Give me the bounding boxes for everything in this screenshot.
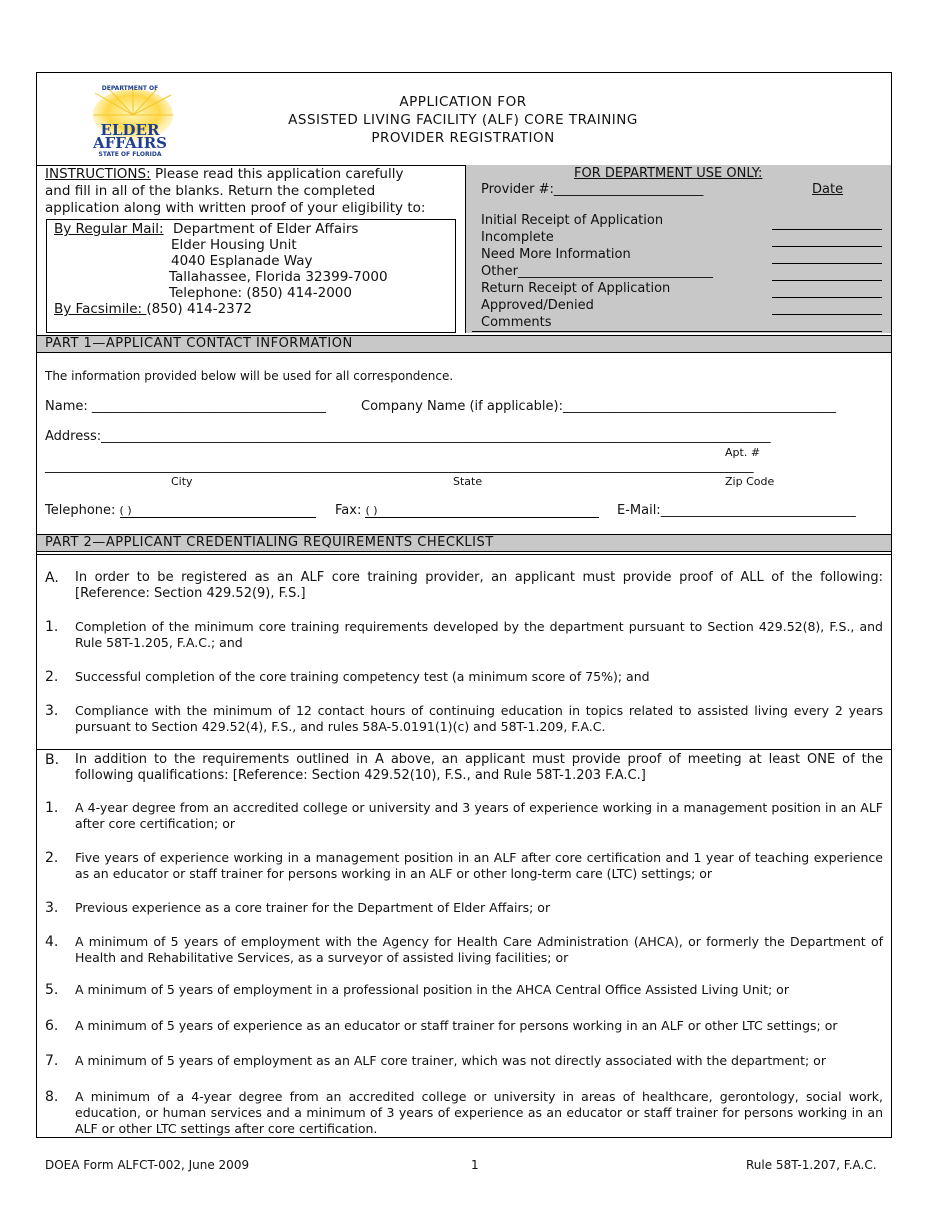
item-text: Compliance with the minimum of 12 contact hours of continuing education in topics related to assisted living every 2 years pursuant to Section 429.52(4), F.S., and rules 58A-5.0191(1)(c) and 58T-1.209, F.A.C. bbox=[75, 703, 883, 734]
department-use-panel bbox=[465, 165, 891, 333]
item-number: 4. bbox=[45, 934, 59, 950]
dept-row-incomplete: Incomplete bbox=[481, 230, 554, 245]
dept-row-return-receipt: Return Receipt of Application bbox=[481, 281, 671, 296]
item-text: A minimum of 5 years of employment with the Agency for Health Care Administration (AHCA), or formerly the Department of Health and Rehabilitative Services, as a surveyor of assisted living facilities; or bbox=[75, 934, 883, 965]
date-field-return-receipt[interactable] bbox=[772, 297, 882, 298]
part1-note: The information provided below will be used for all correspondence. bbox=[45, 369, 454, 383]
department-use-title: FOR DEPARTMENT USE ONLY: bbox=[574, 166, 763, 181]
item-text: Previous experience as a core trainer for the Department of Elder Affairs; or bbox=[75, 900, 551, 915]
address-field[interactable]: Address:_______________________________________________________________________________________________________ bbox=[45, 429, 771, 444]
title-line-1: APPLICATION FOR bbox=[399, 94, 527, 110]
form-title bbox=[197, 93, 729, 147]
dept-row-other[interactable]: Other______________________________ bbox=[481, 264, 713, 279]
mailing-address-box bbox=[46, 219, 456, 333]
city-label: City bbox=[171, 475, 193, 488]
mail-line-2: Elder Housing Unit bbox=[171, 237, 297, 253]
date-field-other[interactable] bbox=[772, 280, 882, 281]
date-field-initial-receipt[interactable] bbox=[772, 229, 882, 230]
item-number: 5. bbox=[45, 982, 59, 998]
item-number: 3. bbox=[45, 900, 59, 916]
item-number: 3. bbox=[45, 703, 59, 719]
item-number: 7. bbox=[45, 1053, 59, 1069]
logo-top-text: DEPARTMENT OF bbox=[101, 85, 159, 92]
mail-line-1: Department of Elder Affairs bbox=[173, 221, 359, 237]
item-text: A minimum of 5 years of experience as an educator or staff trainer for persons working in an ALF or other LTC settings; or bbox=[75, 1018, 838, 1033]
city-state-zip-field[interactable]: _____________________________________________________________________________________________________________ bbox=[45, 459, 754, 474]
mail-line-3: 4040 Esplanade Way bbox=[171, 253, 313, 269]
item-number: 8. bbox=[45, 1089, 59, 1105]
item-text: Five years of experience working in a management position in an ALF after core certification and 1 year of teaching experience as an educator or staff trainer for persons working in an ALF or other long-term care (LTC) settings; or bbox=[75, 850, 883, 881]
company-name-field[interactable]: Company Name (if applicable):__________________________________________ bbox=[361, 399, 836, 414]
item-number: 6. bbox=[45, 1018, 59, 1034]
mail-line-4: Tallahassee, Florida 32399-7000 bbox=[169, 269, 388, 285]
email-field[interactable]: E-Mail:______________________________ bbox=[617, 503, 856, 518]
instructions-line-2: and fill in all of the blanks. Return the completed bbox=[45, 183, 376, 199]
title-line-3: PROVIDER REGISTRATION bbox=[371, 130, 555, 146]
fax-field[interactable]: ( ) bbox=[365, 504, 599, 518]
fax-label: Fax: bbox=[335, 503, 362, 518]
instructions-line-1: Please read this application carefully bbox=[150, 166, 404, 182]
footer-page-number: 1 bbox=[471, 1158, 479, 1172]
section-b-text: In addition to the requirements outlined in A above, an applicant must provide proof of meeting at least ONE of the following qualifications: [Reference: Section 429.52(10), F.S., and Rule 58T-1.203 F.A.C.] bbox=[75, 752, 883, 783]
item-text: Successful completion of the core training competency test (a minimum score of 75%); and bbox=[75, 669, 650, 684]
item-text: A minimum of a 4-year degree from an accredited college or university in areas of healthcare, gerontology, social work, education, or human services and a minimum of 3 years of experience as an educator or staff trainer for persons working in an ALF or other LTC settings after core certification. bbox=[75, 1089, 883, 1136]
item-number: 1. bbox=[45, 619, 59, 635]
name-field[interactable]: Name: ____________________________________ bbox=[45, 399, 326, 414]
section-b-label: B. bbox=[45, 752, 60, 768]
elder-affairs-logo bbox=[85, 85, 175, 161]
provider-number-field[interactable]: Provider #:_______________________ bbox=[481, 182, 704, 197]
logo-bottom-text: STATE OF FLORIDA bbox=[98, 151, 162, 158]
footer-form-id: DOEA Form ALFCT-002, June 2009 bbox=[45, 1158, 250, 1172]
item-number: 2. bbox=[45, 669, 59, 685]
item-text: A 4-year degree from an accredited college or university and 3 years of experience working in a management position in an ALF after core certification; or bbox=[75, 800, 883, 831]
date-field-approved-denied[interactable] bbox=[772, 314, 882, 315]
comments-field[interactable] bbox=[472, 331, 882, 332]
footer-rule: Rule 58T-1.207, F.A.C. bbox=[746, 1158, 877, 1172]
item-text: A minimum of 5 years of employment as an ALF core trainer, which was not directly associated with the department; or bbox=[75, 1053, 826, 1068]
section-divider bbox=[37, 749, 891, 750]
telephone-field[interactable]: ( ) bbox=[120, 504, 316, 518]
section-a-label: A. bbox=[45, 570, 59, 586]
facsimile-number: (850) 414-2372 bbox=[146, 301, 252, 317]
dept-row-need-more-info: Need More Information bbox=[481, 247, 631, 262]
instructions-label: INSTRUCTIONS: bbox=[45, 166, 151, 182]
date-field-need-more-info[interactable] bbox=[772, 263, 882, 264]
dept-row-approved-denied: Approved/Denied bbox=[481, 298, 594, 313]
instructions-line-3: application along with written proof of your eligibility to: bbox=[45, 200, 426, 216]
part2-top-divider bbox=[37, 554, 891, 555]
dept-row-initial-receipt: Initial Receipt of Application bbox=[481, 213, 664, 228]
apt-number-label: Apt. # bbox=[725, 446, 761, 459]
facsimile-label: By Facsimile: bbox=[54, 301, 147, 317]
logo-main-text-2: AFFAIRS bbox=[92, 134, 167, 152]
part1-header: PART 1—APPLICANT CONTACT INFORMATION bbox=[37, 335, 891, 353]
zip-code-label: Zip Code bbox=[725, 475, 775, 488]
logo-main-text-1: ELDER bbox=[100, 121, 160, 139]
telephone-label: Telephone: bbox=[45, 503, 116, 518]
item-text: Completion of the minimum core training requirements developed by the department pursuant to Section 429.52(8), F.S., and Rule 58T-1.205, F.A.C.; and bbox=[75, 619, 883, 650]
section-a-text: In order to be registered as an ALF core training provider, an applicant must provide proof of ALL of the following: [Reference: Section 429.52(9), F.S.] bbox=[75, 570, 883, 601]
dept-row-comments: Comments bbox=[481, 315, 552, 330]
instructions bbox=[45, 166, 455, 217]
application-form bbox=[36, 72, 892, 1138]
item-text: A minimum of 5 years of employment in a professional position in the AHCA Central Office Assisted Living Unit; or bbox=[75, 982, 789, 997]
item-number: 2. bbox=[45, 850, 59, 866]
mail-line-5: Telephone: (850) 414-2000 bbox=[169, 285, 352, 301]
item-number: 1. bbox=[45, 800, 59, 816]
date-header: Date bbox=[812, 182, 844, 197]
part2-header: PART 2—APPLICANT CREDENTIALING REQUIREMENTS CHECKLIST bbox=[37, 534, 891, 552]
date-field-incomplete[interactable] bbox=[772, 246, 882, 247]
regular-mail-label: By Regular Mail: bbox=[54, 221, 164, 237]
title-line-2: ASSISTED LIVING FACILITY (ALF) CORE TRAINING bbox=[288, 112, 638, 128]
state-label: State bbox=[453, 475, 483, 488]
